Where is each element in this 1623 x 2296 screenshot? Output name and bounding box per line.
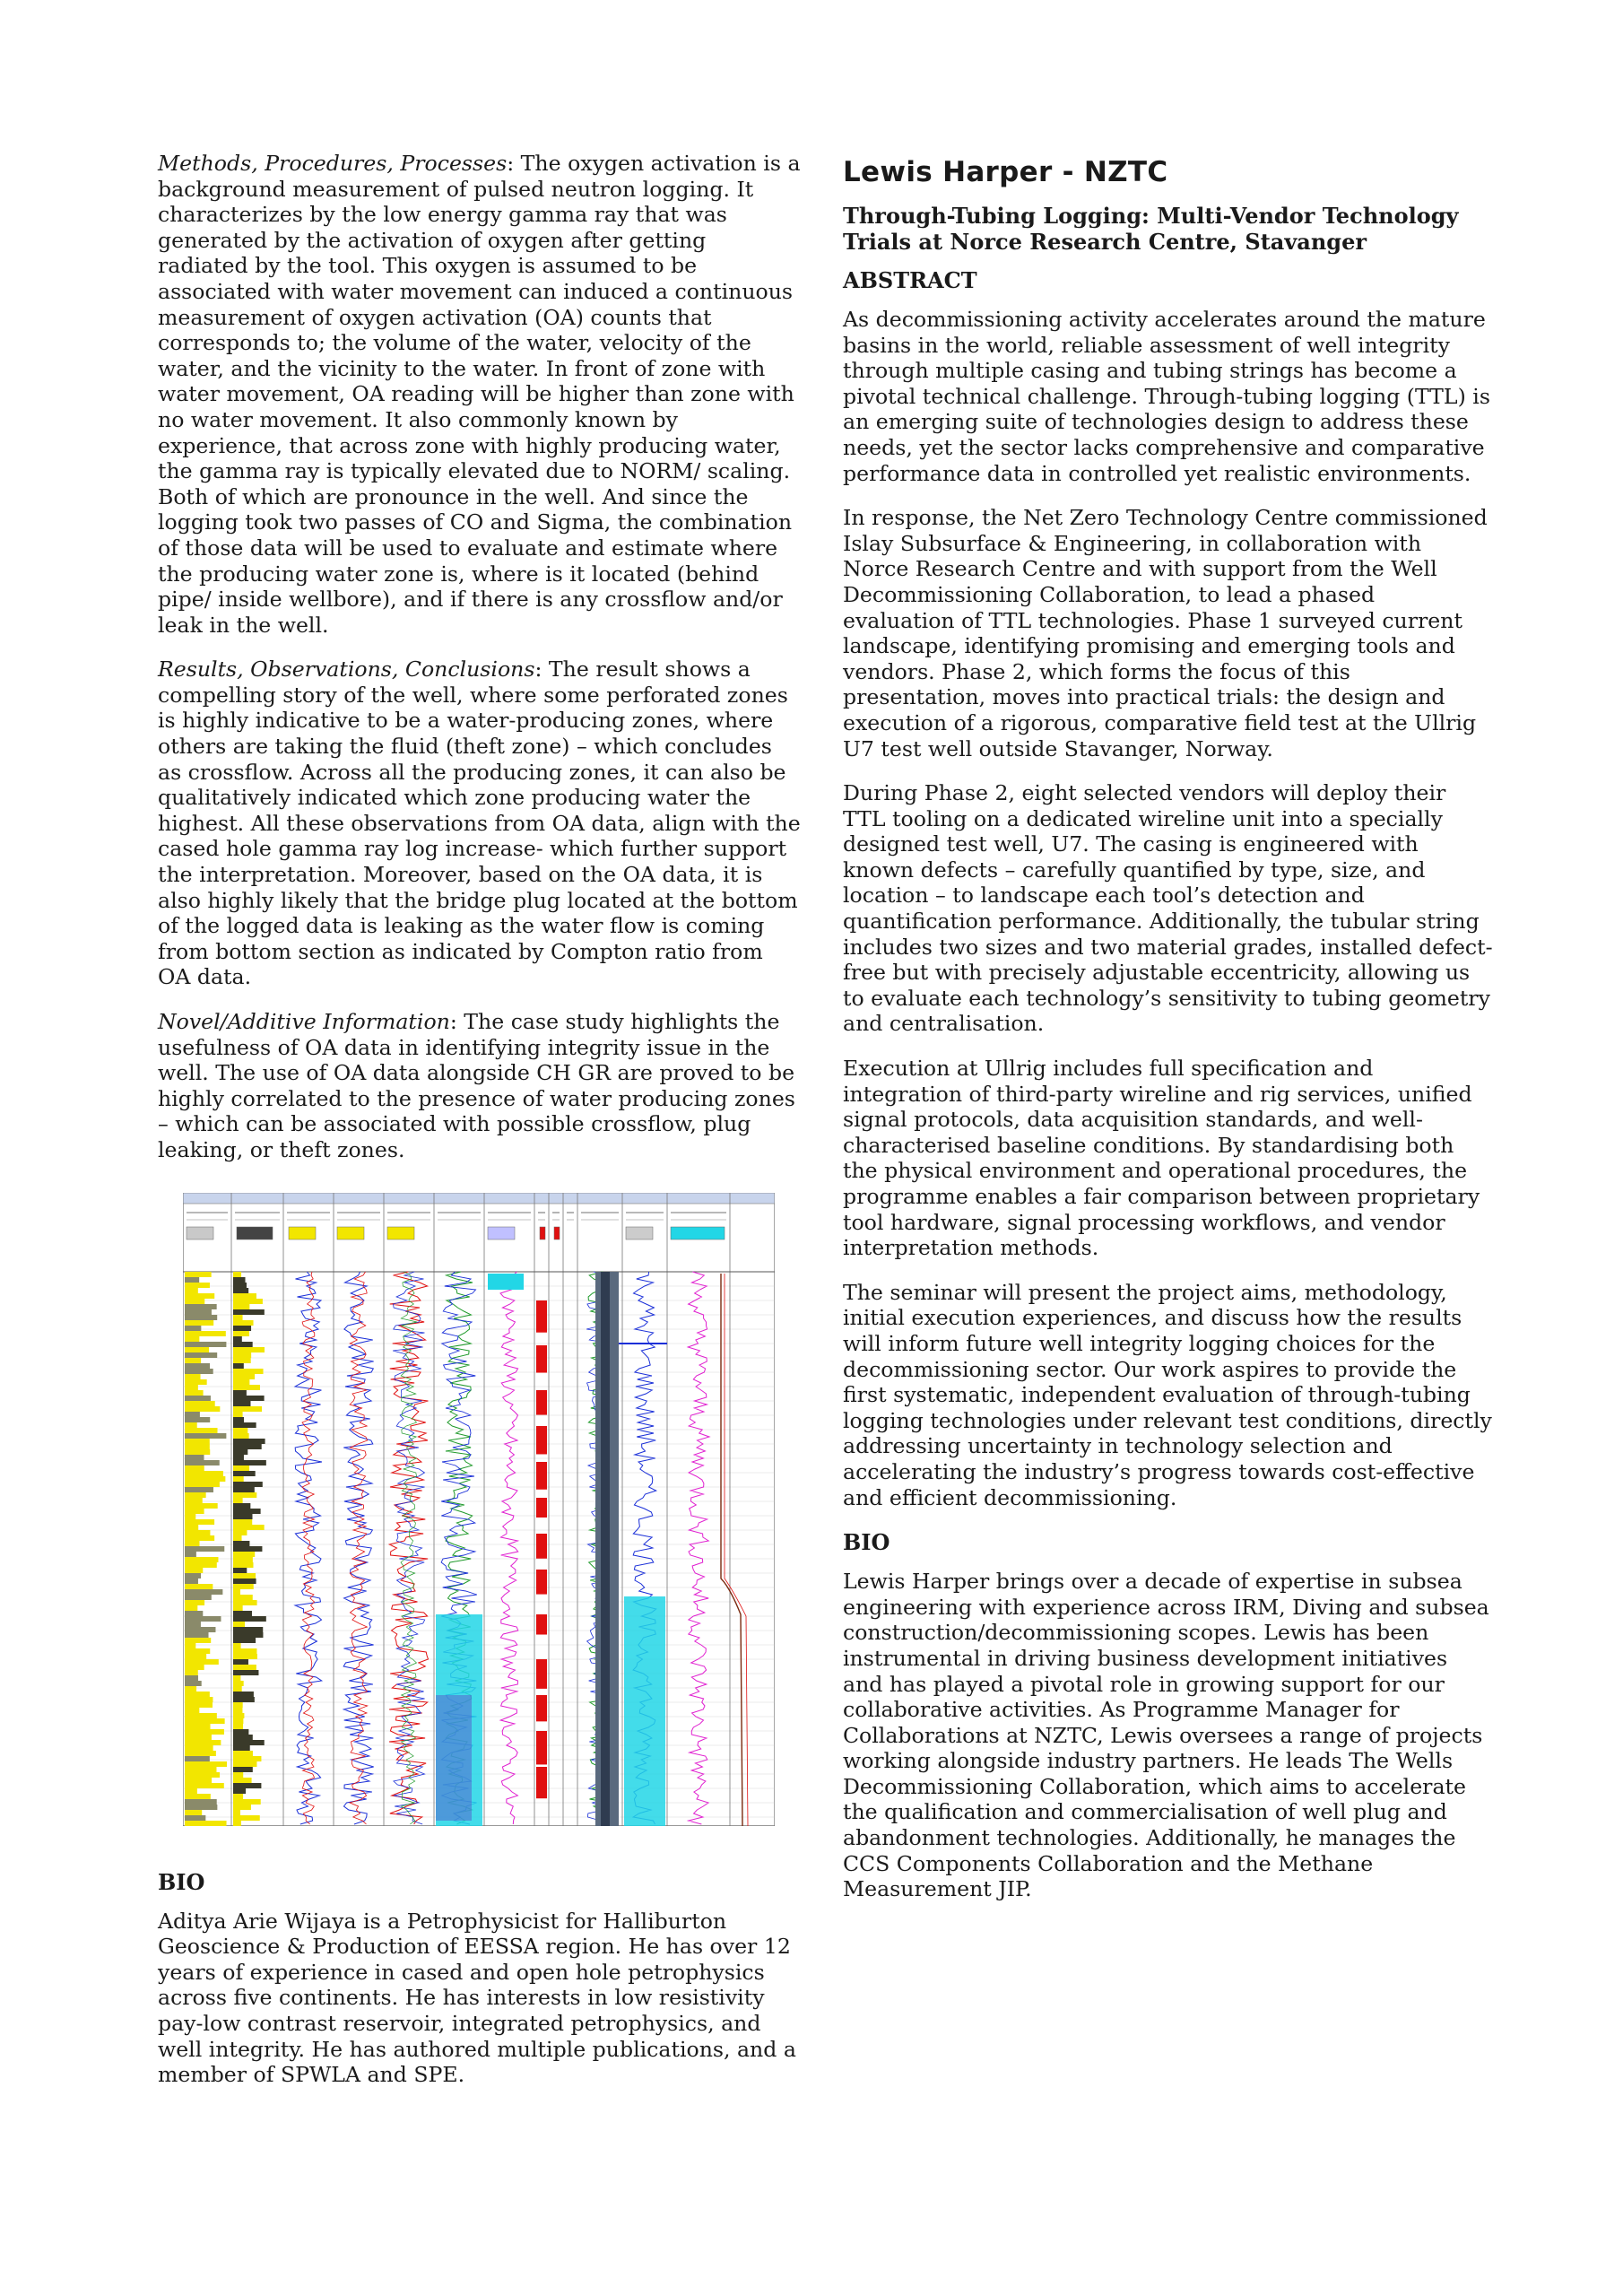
lithology-fill bbox=[185, 1498, 203, 1503]
lithology-fill bbox=[185, 1546, 224, 1552]
talk-title: Through-Tubing Logging: Multi-Vendor Technology Trials at Norce Research Centre, Stavanger bbox=[843, 203, 1459, 255]
gamma-fill bbox=[233, 1514, 252, 1519]
gamma-fill bbox=[233, 1821, 241, 1826]
gamma-fill bbox=[233, 1788, 246, 1794]
lithology-fill bbox=[185, 1632, 209, 1638]
methods-paragraph: Methods, Procedures, Processes: The oxygen activation is a background measurement of pulsed neutron logging. It characterizes by the low energy gamma ray that was generated by the activation of oxygen after getting radiated by the tool. This oxygen is assumed to be associated with water movement can induced a continuous measurement of oxygen activation (OA) counts that corresponds to; the volume of the water, velocity of the water, and the vicinity to the water. In front of zone with water movement, OA reading will be higher than zone with no water movement. It also commonly known by experience, that across zone with highly producing water, the gamma ray is typically elevated due to NORM/ scaling. Both of which are pronounce in the well. And since the logging took two passes of CO and Sigma, the combination of those data will be used to evaluate and estimate where the producing water zone is, where is it located (behind pipe/ inside wellbore), and if there is any crossflow and/or leak in the well. bbox=[158, 151, 801, 638]
gamma-fill bbox=[233, 1503, 250, 1509]
lithology-fill bbox=[185, 1761, 227, 1767]
gamma-fill bbox=[233, 1815, 260, 1821]
legend-swatch bbox=[671, 1227, 725, 1239]
legend-swatch bbox=[187, 1227, 213, 1239]
gamma-fill bbox=[233, 1347, 265, 1352]
lithology-fill bbox=[185, 1299, 204, 1304]
gamma-fill bbox=[233, 1541, 249, 1546]
gamma-fill bbox=[233, 1783, 261, 1788]
gamma-fill bbox=[233, 1428, 247, 1433]
gamma-fill bbox=[233, 1519, 252, 1525]
lithology-fill bbox=[185, 1390, 204, 1396]
abstract-paragraph-3: During Phase 2, eight selected vendors will deploy their TTL tooling on a dedicated wireline unit into a specially designed test well, U7. The casing is engineered with known defects – carefully quantified by type, size, and location – to landscape each tool’s detection and quantification performance. Additionally, the tubular string includes two sizes and two material grades, installed defect-free but with precisely adjustable eccentricity, allowing us to evaluate each technology’s sensitivity to tubing geometry and centralisation. bbox=[843, 780, 1493, 1037]
gamma-fill bbox=[233, 1331, 249, 1336]
lithology-fill bbox=[185, 1686, 196, 1692]
gamma-fill bbox=[233, 1277, 246, 1283]
novel-paragraph: Novel/Additive Information: The case study highlights the usefulness of OA data in identifying integrity issue in the well. The use of OA data alongside CH GR are proved to be highly correlated to the presence of water producing zones – which can be associated with possible crossflow, plug leaking, or theft zones. bbox=[158, 1009, 795, 1162]
lithology-fill bbox=[185, 1347, 209, 1352]
lithology-fill bbox=[185, 1455, 204, 1460]
gamma-fill bbox=[233, 1546, 262, 1552]
gamma-fill bbox=[233, 1374, 255, 1379]
gamma-fill bbox=[233, 1509, 261, 1514]
lithology-fill bbox=[185, 1805, 217, 1810]
novel-text: The case study highlights the usefulness of OA data in identifying integrity issue in the well. The use of OA data alongside CH GR are proved to be highly correlated to the presence of water producing zones – which can be associated with possible crossflow, plug leaking, or theft zones. bbox=[158, 1009, 795, 1162]
lithology-fill bbox=[185, 1681, 202, 1686]
lithology-fill bbox=[185, 1692, 210, 1697]
legend-swatch bbox=[626, 1227, 653, 1239]
lithology-fill bbox=[185, 1751, 216, 1756]
gamma-fill bbox=[233, 1444, 262, 1449]
gamma-fill bbox=[233, 1336, 242, 1342]
gamma-fill bbox=[233, 1535, 242, 1541]
lithology-fill bbox=[185, 1277, 199, 1283]
gamma-fill bbox=[233, 1643, 241, 1648]
lithology-fill bbox=[185, 1557, 218, 1562]
lithology-fill bbox=[185, 1487, 213, 1492]
lithology-fill bbox=[185, 1616, 221, 1622]
gamma-fill bbox=[233, 1670, 258, 1675]
lithology-fill bbox=[185, 1740, 221, 1745]
gamma-fill bbox=[233, 1751, 253, 1756]
gamma-fill bbox=[233, 1805, 251, 1810]
lithology-fill bbox=[185, 1433, 226, 1439]
lithology-fill bbox=[185, 1589, 222, 1595]
gamma-fill bbox=[233, 1465, 249, 1471]
legend-swatch bbox=[387, 1227, 414, 1239]
gamma-fill bbox=[233, 1293, 256, 1299]
lithology-fill bbox=[185, 1283, 210, 1288]
lithology-fill bbox=[185, 1578, 198, 1584]
gamma-fill bbox=[233, 1530, 247, 1535]
lithology-fill bbox=[185, 1460, 220, 1465]
gamma-fill bbox=[233, 1659, 248, 1665]
gamma-fill bbox=[233, 1632, 263, 1638]
lithology-fill bbox=[185, 1595, 212, 1600]
legend-swatch bbox=[488, 1227, 515, 1239]
lithology-fill bbox=[185, 1363, 210, 1369]
lithology-fill bbox=[185, 1788, 197, 1794]
gamma-fill bbox=[233, 1761, 256, 1767]
gamma-fill bbox=[233, 1557, 253, 1562]
lithology-fill bbox=[185, 1309, 212, 1315]
gamma-fill bbox=[233, 1627, 263, 1632]
lithology-fill bbox=[185, 1352, 217, 1358]
gamma-fill bbox=[233, 1622, 245, 1627]
lithology-fill bbox=[185, 1519, 214, 1525]
lithology-fill bbox=[185, 1342, 226, 1347]
lithology-fill bbox=[185, 1465, 204, 1471]
gamma-fill bbox=[233, 1745, 250, 1751]
gamma-fill bbox=[233, 1272, 241, 1277]
gamma-fill bbox=[233, 1772, 243, 1778]
lithology-fill bbox=[185, 1358, 201, 1363]
perforation-mark bbox=[536, 1614, 547, 1635]
gamma-fill bbox=[233, 1568, 247, 1573]
lithology-fill bbox=[185, 1396, 211, 1401]
gamma-fill bbox=[233, 1616, 266, 1622]
right-bio-text: Lewis Harper brings over a decade of expertise in subsea engineering with experience across IRM, Diving and subsea construction/decommissioning scopes. Lewis has been instrumental in driving business development initiatives and has played a pivotal role in growing support for our collaborative activities. As Programme Manager for Collaborations at NZTC, Lewis oversees a range of projects working alongside industry partners. He leads The Wells Decommissioning Collaboration, which aims to accelerate the qualification and commercialisation of well plug and abandonment technologies. Additionally, he manages the CCS Components Collaboration and the Methane Measurement JIP. bbox=[843, 1569, 1489, 1902]
lithology-fill bbox=[185, 1627, 215, 1632]
oa-fill bbox=[436, 1695, 472, 1821]
methods-text: The oxygen activation is a background measurement of pulsed neutron logging. It characterizes by the low energy gamma ray that was generated by the activation of oxygen after getting radiated by the tool. This oxygen is assumed to be associated with water movement can induced a continuous measurement of oxygen activation (OA) counts that corresponds to; the volume of the water, velocity of the water, and the vicinity to the water. In front of zone with water movement, OA reading will be higher than zone with no water movement. It also commonly known by experience, that across zone with highly producing water, the gamma ray is typically elevated due to NORM/ scaling. Both of which are pronounce in the well. And since the logging took two passes of CO and Sigma, the combination of those data will be used to evaluate and estimate where the producing water zone is, where is it located (behind pipe/ inside wellbore), and if there is any crossflow and/or leak in the well. bbox=[158, 151, 801, 638]
legend-swatch bbox=[289, 1227, 316, 1239]
left-bio-text: Aditya Arie Wijaya is a Petrophysicist for Halliburton Geoscience & Production of EESSA region. He has over 12 years of experience in cased and open hole petrophysics across five continents. He has interests in low resistivity pay-low contrast reservoir, integrated petrophysics, and well integrity. He has authored multiple publications, and a member of SPWLA and SPE. bbox=[158, 1908, 796, 2088]
perforation-mark bbox=[536, 1462, 547, 1490]
lithology-fill bbox=[185, 1670, 198, 1675]
gamma-fill bbox=[233, 1288, 248, 1293]
perforation-mark bbox=[536, 1767, 547, 1798]
lithology-fill bbox=[185, 1374, 201, 1379]
gamma-fill bbox=[233, 1681, 244, 1686]
perforation-mark bbox=[536, 1426, 547, 1454]
gamma-fill bbox=[233, 1718, 243, 1724]
gamma-fill bbox=[233, 1697, 255, 1702]
gamma-fill bbox=[233, 1401, 250, 1406]
gamma-fill bbox=[233, 1449, 247, 1455]
lithology-fill bbox=[185, 1444, 210, 1449]
lithology-fill bbox=[185, 1385, 198, 1390]
lithology-fill bbox=[185, 1778, 212, 1783]
lithology-fill bbox=[185, 1654, 206, 1659]
lithology-fill bbox=[185, 1708, 199, 1713]
lithology-fill bbox=[185, 1326, 201, 1331]
gamma-fill bbox=[233, 1600, 257, 1605]
gamma-fill bbox=[233, 1422, 256, 1428]
lithology-fill bbox=[185, 1530, 210, 1535]
gamma-fill bbox=[233, 1406, 262, 1412]
wellbore-core bbox=[601, 1272, 610, 1826]
gamma-fill bbox=[233, 1552, 255, 1557]
gamma-fill bbox=[233, 1724, 243, 1729]
lithology-fill bbox=[185, 1611, 203, 1616]
lithology-fill bbox=[185, 1584, 213, 1589]
gamma-fill bbox=[233, 1412, 243, 1417]
gamma-fill bbox=[233, 1573, 256, 1578]
gamma-fill bbox=[233, 1492, 256, 1498]
lithology-fill bbox=[185, 1476, 225, 1482]
lithology-fill bbox=[185, 1573, 201, 1578]
lithology-fill bbox=[185, 1605, 197, 1611]
legend-swatch bbox=[237, 1227, 273, 1239]
gamma-fill bbox=[233, 1638, 256, 1643]
lithology-fill bbox=[185, 1810, 202, 1815]
gamma-fill bbox=[233, 1778, 252, 1783]
perforation-mark bbox=[536, 1695, 547, 1721]
lithology-fill bbox=[185, 1729, 224, 1735]
gamma-fill bbox=[233, 1342, 253, 1347]
lithology-fill bbox=[185, 1767, 216, 1772]
gamma-fill bbox=[233, 1525, 265, 1530]
gamma-fill bbox=[233, 1396, 265, 1401]
lithology-fill bbox=[185, 1535, 214, 1541]
gamma-fill bbox=[233, 1578, 256, 1584]
gamma-fill bbox=[233, 1708, 242, 1713]
lithology-fill bbox=[185, 1503, 218, 1509]
lithology-fill bbox=[185, 1821, 227, 1826]
methods-label: Methods, Procedures, Processes bbox=[158, 151, 508, 176]
left-bio-heading: BIO bbox=[158, 1868, 205, 1895]
gamma-fill bbox=[233, 1692, 254, 1697]
lithology-fill bbox=[185, 1541, 200, 1546]
results-paragraph: Results, Observations, Conclusions: The result shows a compelling story of the well, where some perforated zones is highly indicative to be a water-producing zones, where others are taking the fluid (theft zone) – which concludes as crossflow. Across all the producing zones, it can also be qualitatively indicated which zone producing water the highest. All these observations from OA data, align with the cased hole gamma ray log increase- which further support the interpretation. Moreover, based on the OA data, it is also highly likely that the bridge plug located at the bottom of the logged data is leaking as the water flow is coming from bottom section as indicated by Compton ratio from OA data. bbox=[158, 657, 801, 990]
gamma-fill bbox=[233, 1379, 249, 1385]
lithology-fill bbox=[185, 1562, 217, 1568]
gamma-fill bbox=[233, 1584, 254, 1589]
gamma-fill bbox=[233, 1794, 243, 1799]
gamma-fill bbox=[233, 1304, 249, 1309]
speaker-name: Lewis Harper - NZTC bbox=[843, 156, 1168, 188]
gamma-fill bbox=[233, 1417, 244, 1422]
gamma-fill bbox=[233, 1315, 243, 1320]
results-label: Results, Observations, Conclusions bbox=[158, 657, 535, 683]
lithology-fill bbox=[185, 1401, 215, 1406]
gamma-fill bbox=[233, 1756, 261, 1761]
perforation-mark bbox=[536, 1731, 547, 1764]
gamma-fill bbox=[233, 1729, 248, 1735]
perforation-mark bbox=[536, 1570, 547, 1595]
left-column bbox=[158, 151, 802, 2107]
lithology-fill bbox=[185, 1659, 219, 1665]
lithology-fill bbox=[185, 1718, 225, 1724]
lithology-fill bbox=[185, 1783, 224, 1788]
gamma-fill bbox=[233, 1605, 243, 1611]
lithology-fill bbox=[185, 1439, 210, 1444]
gamma-fill bbox=[233, 1476, 244, 1482]
lithology-fill bbox=[185, 1568, 203, 1573]
lithology-fill bbox=[185, 1702, 213, 1708]
lithology-fill bbox=[185, 1471, 223, 1476]
perforation-mark bbox=[536, 1498, 547, 1518]
lithology-fill bbox=[185, 1304, 217, 1309]
lithology-fill bbox=[185, 1315, 217, 1320]
lithology-fill bbox=[185, 1417, 210, 1422]
gamma-fill bbox=[233, 1455, 244, 1460]
lithology-fill bbox=[185, 1422, 197, 1428]
lithology-fill bbox=[185, 1675, 198, 1681]
lithology-fill bbox=[185, 1648, 210, 1654]
lithology-fill bbox=[185, 1552, 196, 1557]
lithology-fill bbox=[185, 1794, 211, 1799]
gamma-fill bbox=[233, 1471, 256, 1476]
perforation-mark bbox=[536, 1345, 547, 1373]
legend-swatch bbox=[337, 1227, 364, 1239]
gamma-fill bbox=[233, 1390, 247, 1396]
gamma-fill bbox=[233, 1385, 260, 1390]
lithology-fill bbox=[185, 1320, 213, 1326]
lithology-fill bbox=[185, 1406, 220, 1412]
lithology-fill bbox=[185, 1772, 220, 1778]
gamma-fill bbox=[233, 1487, 255, 1492]
gamma-fill bbox=[233, 1767, 253, 1772]
water-fill bbox=[488, 1274, 524, 1290]
gamma-fill bbox=[233, 1439, 265, 1444]
legend-swatch bbox=[554, 1227, 560, 1239]
abstract-heading: ABSTRACT bbox=[843, 267, 977, 293]
gamma-fill bbox=[233, 1433, 249, 1439]
lithology-fill bbox=[185, 1492, 206, 1498]
lithology-fill bbox=[185, 1514, 195, 1519]
gamma-fill bbox=[233, 1735, 253, 1740]
abstract-paragraph-5: The seminar will present the project aims, methodology, initial execution experiences, and discuss how the results will inform future well integrity logging choices for the decommissioning sector. Our work aspires to provide the first systematic, independent evaluation of through-tubing logging technologies under relevant test conditions, directly addressing uncertainty in technology selection and accelerating the industry’s progress towards cost-effective and efficient decommissioning. bbox=[843, 1279, 1492, 1510]
lithology-fill bbox=[185, 1412, 200, 1417]
gamma-fill bbox=[233, 1369, 264, 1374]
lithology-fill bbox=[185, 1336, 199, 1342]
gamma-fill bbox=[233, 1648, 256, 1654]
legend-swatch bbox=[540, 1227, 545, 1239]
gamma-fill bbox=[233, 1460, 266, 1465]
lithology-fill bbox=[185, 1745, 213, 1751]
lithology-fill bbox=[185, 1331, 226, 1336]
gamma-fill bbox=[233, 1595, 253, 1600]
lithology-fill bbox=[185, 1509, 204, 1514]
lithology-fill bbox=[185, 1697, 213, 1702]
gamma-fill bbox=[233, 1675, 240, 1681]
perforation-mark bbox=[536, 1390, 547, 1415]
perforation-mark bbox=[536, 1659, 547, 1689]
results-text: The result shows a compelling story of the well, where some perforated zones is highly indicative to be a water-producing zones, where others are taking the fluid (theft zone) – which concludes as crossflow. Across all the producing zones, it can also be qualitatively indicated which zone producing water the highest. All these observations from OA data, align with the cased hole gamma ray log increase- which further support the interpretation. Moreover, based on the OA data, it is also highly likely that the bridge plug located at the bottom of the logged data is leaking as the water flow is coming from bottom section as indicated by Compton ratio from OA data. bbox=[158, 657, 801, 990]
gamma-fill bbox=[233, 1654, 257, 1659]
lithology-fill bbox=[185, 1622, 201, 1627]
gamma-fill bbox=[233, 1309, 265, 1315]
water-fill bbox=[624, 1596, 665, 1826]
perforation-mark bbox=[536, 1534, 547, 1559]
well-log-figure bbox=[183, 1193, 775, 1826]
gamma-fill bbox=[233, 1611, 252, 1616]
gamma-fill bbox=[233, 1320, 254, 1326]
gamma-fill bbox=[233, 1810, 240, 1815]
gamma-fill bbox=[233, 1498, 243, 1503]
lithology-fill bbox=[185, 1482, 220, 1487]
gamma-fill bbox=[233, 1299, 263, 1304]
gamma-fill bbox=[233, 1283, 247, 1288]
lithology-fill bbox=[185, 1735, 212, 1740]
abstract-paragraph-2: In response, the Net Zero Technology Centre commissioned Islay Subsurface & Engineering, in collaboration with Norce Research Centre and with support from the Well Decommissioning Collaboration, to lead a phased evaluation of TTL technologies. Phase 1 surveyed current landscape, identifying promising and emerging tools and vendors. Phase 2, which forms the focus of this presentation, moves into practical trials: the design and execution of a rigorous, comparative field test at the Ullrig U7 test well outside Stavanger, Norway. bbox=[843, 505, 1488, 761]
gamma-fill bbox=[233, 1665, 256, 1670]
lithology-fill bbox=[185, 1638, 211, 1643]
lithology-fill bbox=[185, 1665, 204, 1670]
lithology-fill bbox=[185, 1449, 210, 1455]
lithology-fill bbox=[185, 1369, 213, 1374]
gamma-fill bbox=[233, 1740, 265, 1745]
gamma-fill bbox=[233, 1589, 240, 1595]
gamma-fill bbox=[233, 1358, 251, 1363]
gamma-fill bbox=[233, 1482, 263, 1487]
lithology-fill bbox=[185, 1724, 211, 1729]
lithology-fill bbox=[185, 1272, 212, 1277]
figure-header-band bbox=[183, 1193, 775, 1204]
gamma-fill bbox=[233, 1702, 243, 1708]
lithology-fill bbox=[185, 1643, 195, 1648]
novel-label: Novel/Additive Information bbox=[158, 1009, 450, 1034]
lithology-fill bbox=[185, 1756, 210, 1761]
lithology-fill bbox=[185, 1288, 198, 1293]
lithology-fill bbox=[185, 1293, 214, 1299]
lithology-fill bbox=[185, 1379, 207, 1385]
abstract-paragraph-1: As decommissioning activity accelerates around the mature basins in the world, reliable assessment of well integrity through multiple casing and tubing strings has become a pivotal technical challenge. Through-tubing logging (TTL) is an emerging suite of technologies design to address these needs, yet the sector lacks comprehensive and comparative performance data in controlled yet realistic environments. bbox=[843, 307, 1490, 486]
gamma-fill bbox=[233, 1799, 261, 1805]
gamma-fill bbox=[233, 1713, 244, 1718]
gamma-fill bbox=[233, 1686, 242, 1692]
right-column bbox=[843, 151, 1493, 1921]
gamma-fill bbox=[233, 1363, 244, 1369]
gamma-fill bbox=[233, 1352, 251, 1358]
lithology-fill bbox=[185, 1525, 198, 1530]
lithology-fill bbox=[185, 1799, 217, 1805]
lithology-fill bbox=[185, 1815, 205, 1821]
lithology-fill bbox=[185, 1713, 217, 1718]
gamma-fill bbox=[233, 1326, 251, 1331]
lithology-fill bbox=[185, 1600, 204, 1605]
right-bio-heading: BIO bbox=[843, 1529, 890, 1556]
abstract-paragraph-4: Execution at Ullrig includes full specification and integration of third-party wireline and rig services, unified signal protocols, data acquisition standards, and well-characterised baseline conditions. By standardising both the physical environment and operational procedures, the programme enables a fair comparison between proprietary tool hardware, signal processing workflows, and vendor interpretation methods. bbox=[843, 1056, 1480, 1261]
perforation-mark bbox=[536, 1300, 547, 1333]
gamma-fill bbox=[233, 1562, 253, 1568]
lithology-fill bbox=[185, 1428, 218, 1433]
